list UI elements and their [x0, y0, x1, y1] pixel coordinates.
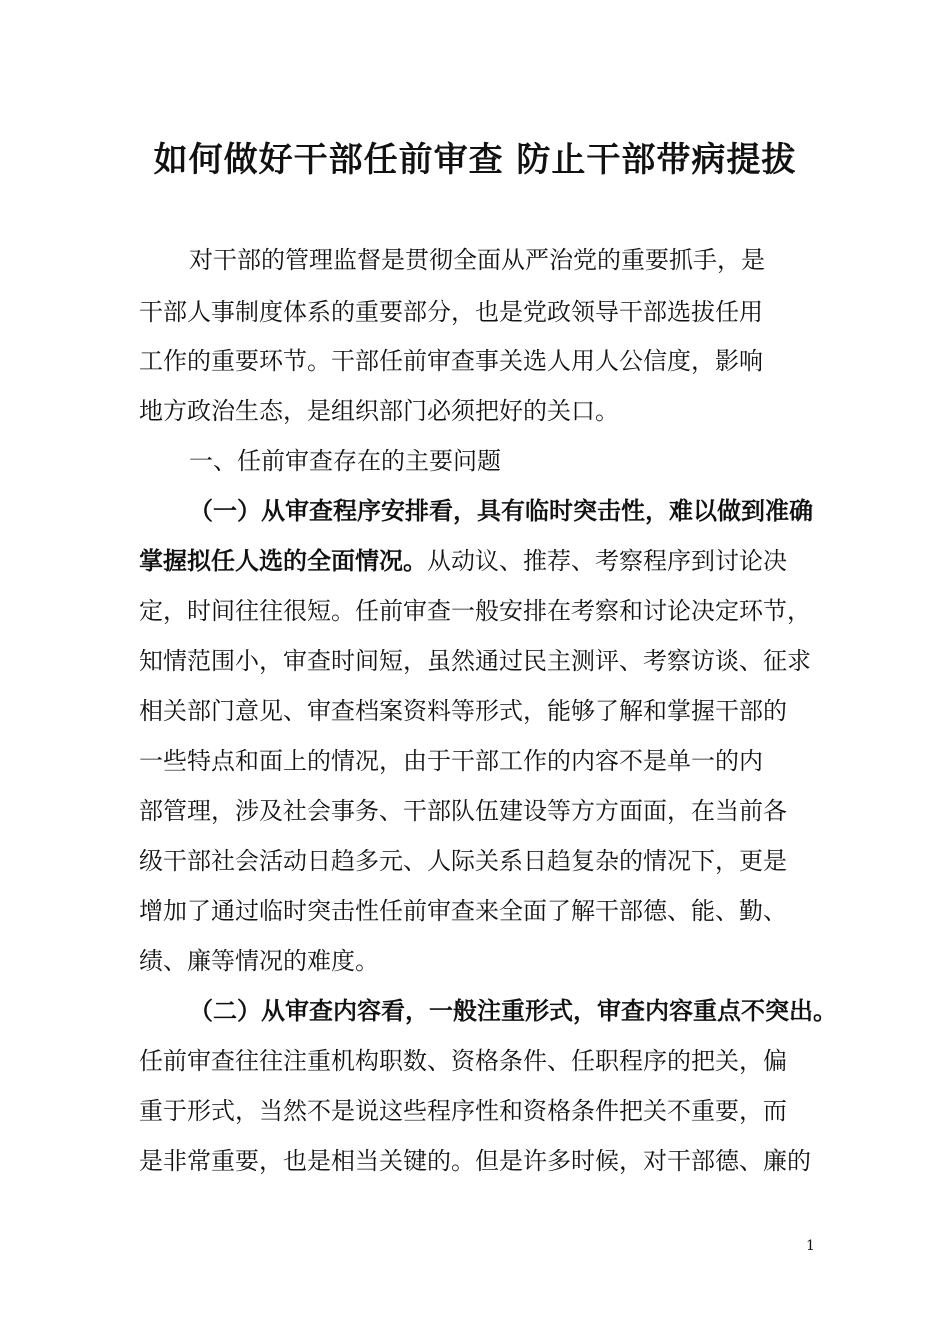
paragraph-text: 从动议、推荐、考察程序到讨论决: [427, 547, 787, 575]
document-title: 如何做好干部任前审查 防止干部带病提拔: [153, 140, 797, 180]
paragraph-line: 是非常重要，也是相当关键的。但是许多时候，对干部德、廉的: [139, 1147, 811, 1175]
paragraph-line: 绩、廉等情况的难度。: [139, 947, 379, 975]
paragraph-line: 部管理，涉及社会事务、干部队伍建设等方方面面，在当前各: [139, 797, 787, 825]
paragraph-line: [139, 546, 787, 576]
paragraph-line: 重于形式，当然不是说这些程序性和资格条件把关不重要，而: [139, 1097, 787, 1125]
paragraph-line: 对干部的管理监督是贯彻全面从严治党的重要抓手，是: [189, 246, 765, 274]
paragraph-line: 知情范围小，审查时间短，虽然通过民主测评、考察访谈、征求: [139, 647, 811, 675]
page-number: 1: [806, 1238, 815, 1254]
paragraph-line: 地方政治生态，是组织部门必须把好的关口。: [139, 397, 619, 425]
paragraph-line: 相关部门意见、审查档案资料等形式，能够了解和掌握干部的: [139, 697, 787, 725]
paragraph-line: 级干部社会活动日趋多元、人际关系日趋复杂的情况下，更是: [139, 847, 787, 875]
subsection-heading-line: （二）从审查内容看，一般注重形式，审查内容重点不突出。: [189, 996, 837, 1025]
subsection-heading-end: 掌握拟任人选的全面情况。: [139, 546, 427, 575]
paragraph-line: 干部人事制度体系的重要部分，也是党政领导干部选拔任用: [139, 298, 763, 326]
paragraph-line: 一些特点和面上的情况，由于干部工作的内容不是单一的内: [139, 747, 763, 775]
section-heading: 一、任前审查存在的主要问题: [189, 447, 501, 475]
paragraph-line: 工作的重要环节。干部任前审查事关选人用人公信度，影响: [139, 347, 763, 375]
paragraph-line: 增加了通过临时突击性任前审查来全面了解干部德、能、勤、: [139, 897, 787, 925]
paragraph-line: 定，时间往往很短。任前审查一般安排在考察和讨论决定环节，: [139, 597, 811, 625]
paragraph-line: 任前审查往往注重机构职数、资格条件、任职程序的把关，偏: [139, 1047, 787, 1075]
subsection-heading-line: （一）从审查程序安排看，具有临时突击性，难以做到准确: [189, 496, 813, 525]
